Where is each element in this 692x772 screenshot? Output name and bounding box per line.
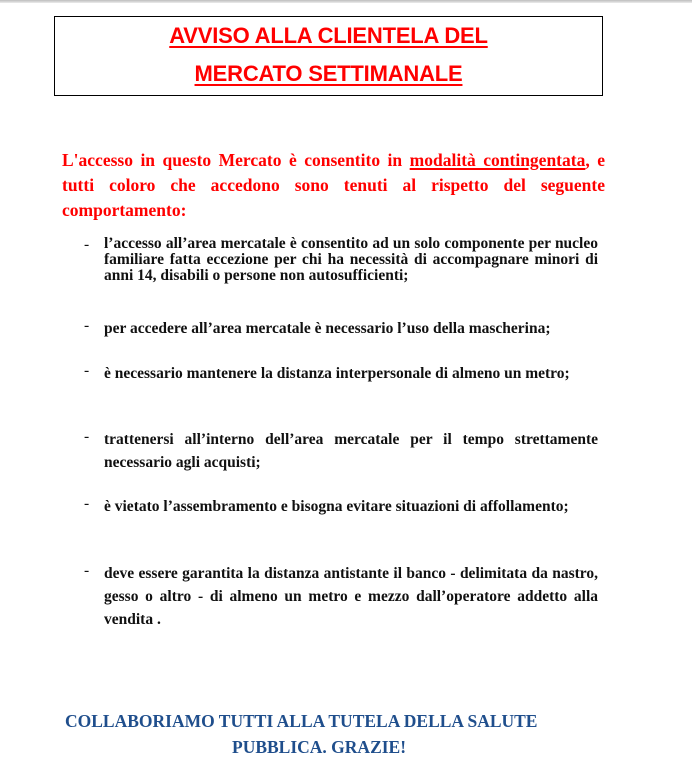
- intro-paragraph: [62, 148, 605, 223]
- footer-line-2: PUBBLICA. GRAZIE!: [232, 737, 407, 757]
- bullet-dash: -: [84, 428, 90, 445]
- title-text-2: MERCATO SETTIMANALE: [194, 61, 463, 86]
- bullet-dash: -: [84, 495, 90, 512]
- rule-text: è vietato l’assembramento e bisogna evitare situazioni di affollamento;: [104, 498, 569, 515]
- bullet-dash: -: [84, 362, 90, 379]
- footer-message: [40, 708, 652, 760]
- rule-text: è necessario mantenere la distanza interpersonale di almeno un metro;: [104, 365, 570, 382]
- intro-text-end: , e tutti coloro che accedono sono tenuti al rispetto del seguente comportamento:: [62, 150, 605, 220]
- intro-text-start: L'accesso in questo Mercato è consentito in: [62, 150, 410, 170]
- rule-text: per accedere all’area mercatale è necessario l’uso della mascherina;: [104, 320, 551, 337]
- title-text-1: AVVISO ALLA CLIENTELA DEL: [169, 23, 488, 48]
- intro-emphasis: modalità contingentata: [409, 150, 586, 170]
- title-box: [54, 16, 603, 96]
- bullet-dash: -: [84, 562, 90, 579]
- rule-text: l’accesso all’area mercatale è consentito ad un solo componente per nucleo familiare fatta eccezione per chi ha necessità di accompagnare minori di anni 14, disabili o persone non autosufficienti;: [104, 235, 598, 284]
- viewer-top-edge: [0, 0, 692, 3]
- rule-text: deve essere garantita la distanza antistante il banco - delimitata da nastro, gesso o altro - di almeno un metro e mezzo dall’operatore addetto alla vendita .: [104, 565, 598, 628]
- bullet-dash: -: [84, 317, 90, 334]
- bullet-dash: -: [84, 236, 90, 253]
- footer-line-1: COLLABORIAMO TUTTI ALLA TUTELA DELLA SALUTE: [65, 711, 538, 731]
- rule-text: trattenersi all’interno dell’area mercatale per il tempo strettamente necessario agli acquisti;: [104, 431, 598, 471]
- title-line-1: [55, 23, 602, 49]
- title-line-2: [55, 61, 602, 87]
